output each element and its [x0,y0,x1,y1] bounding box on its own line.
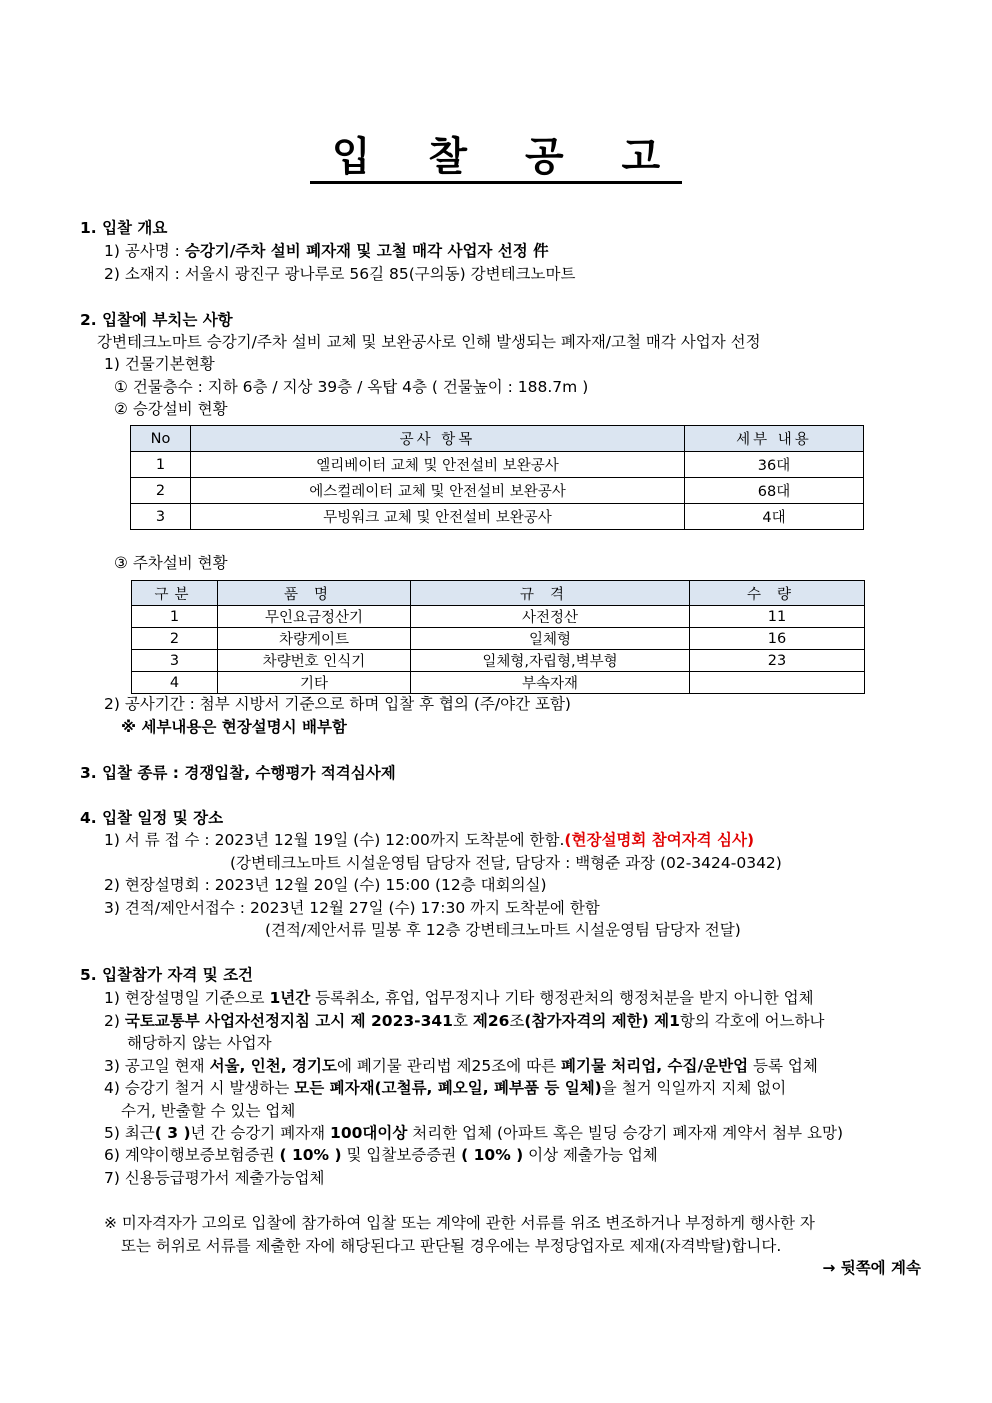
table-cell [690,672,865,694]
s1-item-1-label: 1) 공사명 : [104,242,185,260]
text-span: 4) 승강기 철거 시 발생하는 [104,1079,295,1097]
text-span: 등록 업체 [748,1057,818,1075]
text-span: 3) 공고일 현재 [104,1057,210,1075]
text-span-bold: (참가자격의 제한) 제1 [524,1012,680,1030]
section-4-heading: 4. 입찰 일정 및 장소 [80,809,224,827]
text-span-bold: 모든 폐자재(고철류, 폐오일, 폐부품 등 일체) [294,1079,602,1097]
table-cell: 차량번호 인식기 [218,650,411,672]
s5-item-6 [104,1144,658,1166]
text-span-bold: 국토교통부 사업자선정지침 고시 제 2023-341 [124,1012,453,1030]
s5-item-2 [104,1010,825,1032]
table-header-cell: 수량 [690,581,865,606]
s2-sub-1: 1) 건물기본현황 [104,355,215,373]
table-header-cell: No [131,426,191,452]
section-5-heading: 5. 입찰참가 자격 및 조건 [80,966,254,984]
table-cell: 16 [690,628,865,650]
table-header-row [131,426,864,452]
table-row [132,650,865,672]
text-span: 처리한 업체 (아파트 혹은 빌딩 승강기 폐자재 계약서 첨부 요망) [407,1124,844,1142]
s2-sub-2: 2) 공사기간 : 첨부 시방서 기준으로 하며 입찰 후 협의 (주/야간 포함) [104,695,571,713]
text-span-bold: ( 3 ) [154,1124,191,1142]
s5-item-4 [104,1077,786,1099]
s5-warning-line-2: 또는 허위로 서류를 제출한 자에 해당된다고 판단될 경우에는 부정당업자로 제재(자격박탈)합니다. [121,1237,782,1255]
s1-item-1-value: 승강기/주차 설비 폐자재 및 고철 매각 사업자 선정 件 [184,242,549,260]
text-span: 에 폐기물 관리법 제25조에 따른 [336,1057,561,1075]
s1-item-1 [104,240,549,262]
table-cell: 사전정산 [411,606,690,628]
s1-item-2: 2) 소재지 : 서울시 광진구 광나루로 56길 85(구의동) 강변테크노마트 [104,265,576,283]
table-header-cell: 세부 내용 [685,426,864,452]
table-cell: 부속자재 [411,672,690,694]
table-cell: 11 [690,606,865,628]
table-row [131,452,864,478]
text-span-bold: 100대이상 [330,1124,408,1142]
s5-item-2-cont: 해당하지 않는 사업자 [127,1034,272,1052]
s4-item-1-contact: (강변테크노마트 시설운영팀 담당자 전달, 담당자 : 백형준 과장 (02-3424-0342) [230,854,782,872]
table-cell: 4 [132,672,218,694]
text-span: 호 [452,1012,473,1030]
table-cell: 68대 [685,478,864,504]
s4-item-1-text: 1) 서 류 접 수 : 2023년 12월 19일 (수) 12:00까지 도착분에 한함. [104,831,565,849]
s5-item-4-cont: 수거, 반출할 수 있는 업체 [121,1102,296,1120]
table-cell: 기타 [218,672,411,694]
text-span: 년 간 승강기 폐자재 [190,1124,331,1142]
text-span: 6) 계약이행보증보험증권 [104,1146,280,1164]
text-span-bold: ( 10% ) [279,1146,342,1164]
table-cell: 1 [132,606,218,628]
text-span: 조 [509,1012,525,1030]
table-row [132,628,865,650]
s5-item-7: 7) 신용등급평가서 제출가능업체 [104,1169,325,1187]
table-cell: 4대 [685,504,864,530]
s2-note: ※ 세부내용은 현장설명시 배부함 [121,718,347,736]
text-span-bold: 서울, 인천, 경기도 [209,1057,337,1075]
table-cell: 에스컬레이터 교체 및 안전설비 보완공사 [191,478,685,504]
section-3-heading: 3. 입찰 종류 : 경쟁입찰, 수행평가 적격심사제 [80,764,396,782]
s4-item-3: 3) 견적/제안서접수 : 2023년 12월 27일 (수) 17:30 까지 도착분에 한함 [104,899,600,917]
table-cell: 2 [132,628,218,650]
text-span: 2) [104,1012,125,1030]
document-title: 입 찰 공 고 [310,133,682,184]
s4-item-1-highlight: (현장설명회 참여자격 심사) [564,831,755,849]
table-cell: 3 [132,650,218,672]
text-span: 을 철거 익일까지 지체 없이 [601,1079,787,1097]
s4-item-3-detail: (견적/제안서류 밀봉 후 12층 강변테크노마트 시설운영팀 담당자 전달) [265,921,741,939]
elevator-equipment-table [130,425,864,530]
text-span: 1) 현장설명일 기준으로 [104,989,270,1007]
section-1-heading: 1. 입찰 개요 [80,219,168,237]
table-row [131,504,864,530]
table-cell: 무인요금정산기 [218,606,411,628]
table-cell: 2 [131,478,191,504]
table-row [132,606,865,628]
text-span-bold: 1년간 [269,989,311,1007]
table-header-cell: 규격 [411,581,690,606]
s5-warning-line-1: ※ 미자격자가 고의로 입찰에 참가하여 입찰 또는 계약에 관한 서류를 위조 변조하거나 부정하게 행사한 자 [104,1214,815,1232]
table-cell: 일체형 [411,628,690,650]
parking-equipment-table [131,580,865,694]
table-header-row [132,581,865,606]
text-span: 및 입찰보증증권 [341,1146,462,1164]
text-span-bold: ( 10% ) [461,1146,524,1164]
s2-intro: 강변테크노마트 승강기/주차 설비 교체 및 보완공사로 인해 발생되는 폐자재/고철 매각 사업자 선정 [97,333,761,351]
text-span-bold: 제26 [472,1012,510,1030]
s4-item-2: 2) 현장설명회 : 2023년 12월 20일 (수) 15:00 (12층 대회의실) [104,876,547,894]
continue-notice: → 뒷쪽에 계속 [822,1259,921,1277]
table-cell: 23 [690,650,865,672]
s2-elevator-status-label: ② 승강설비 현황 [114,400,228,418]
table-cell: 1 [131,452,191,478]
table-header-cell: 품명 [218,581,411,606]
table-header-cell: 공사 항목 [191,426,685,452]
s5-item-5 [104,1122,843,1144]
table-cell: 차량게이트 [218,628,411,650]
text-span: 5) 최근 [104,1124,155,1142]
text-span: 이상 제출가능 업체 [523,1146,658,1164]
table-row [131,478,864,504]
text-span-bold: 폐기물 처리업, 수집/운반업 [561,1057,749,1075]
s4-item-1 [104,829,754,851]
section-2-heading: 2. 입찰에 부치는 사항 [80,311,233,329]
table-row [132,672,865,694]
s5-item-3 [104,1055,818,1077]
text-span: 항의 각호에 어느하나 [679,1012,825,1030]
document-title-block [0,133,992,184]
table-cell: 일체형,자립형,벽부형 [411,650,690,672]
table-header-cell: 구분 [132,581,218,606]
table-cell: 엘리베이터 교체 및 안전설비 보완공사 [191,452,685,478]
s2-parking-status-label: ③ 주차설비 현황 [114,554,228,572]
s2-building-floors: ① 건물층수 : 지하 6층 / 지상 39층 / 옥탑 4층 ( 건물높이 : 188.7m ) [114,378,589,396]
s5-item-1 [104,987,814,1009]
table-cell: 3 [131,504,191,530]
table-cell: 36대 [685,452,864,478]
text-span: 등록취소, 휴업, 업무정지나 기타 행정관처의 행정처분을 받지 아니한 업체 [310,989,814,1007]
table-cell: 무빙워크 교체 및 안전설비 보완공사 [191,504,685,530]
